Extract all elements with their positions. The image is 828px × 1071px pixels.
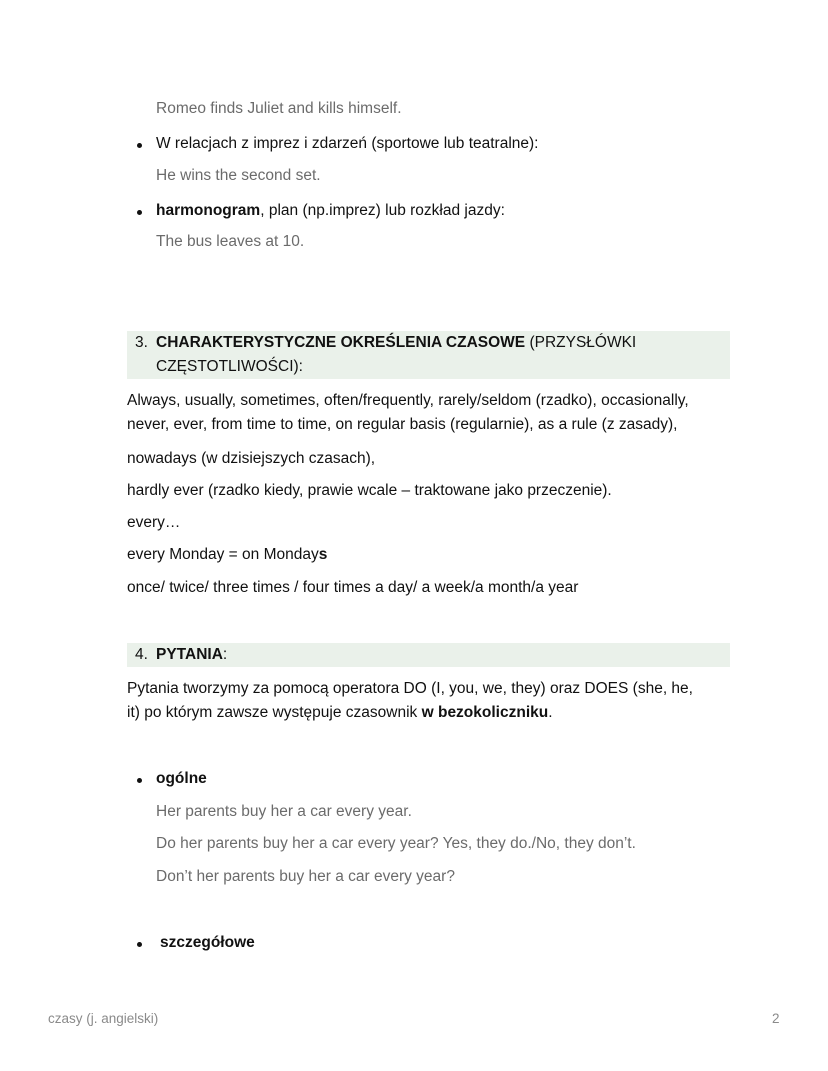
section-title-line2: CZĘSTOTLIWOŚCI): xyxy=(156,358,303,375)
section-number: 3. xyxy=(135,334,148,351)
paragraph-line: Always, usually, sometimes, often/frequently, rarely/seldom (rzadko), occasionally, xyxy=(127,392,689,409)
paragraph-line xyxy=(127,703,553,723)
paragraph-line: every… xyxy=(127,514,181,531)
example-sentence: Her parents buy her a car every year. xyxy=(156,803,412,820)
paragraph-line: nowadays (w dzisiejszych czasach), xyxy=(127,450,376,467)
example-sentence: Don’t her parents buy her a car every year? xyxy=(156,868,455,885)
bullet-icon xyxy=(137,143,142,148)
section-title xyxy=(156,643,227,667)
paragraph-line: never, ever, from time to time, on regular basis (regularnie), as a rule (z zasady), xyxy=(127,416,678,433)
example-sentence: Do her parents buy her a car every year? Yes, they do./No, they don’t. xyxy=(156,835,636,852)
paragraph-line: once/ twice/ three times / four times a day/ a week/a month/a year xyxy=(127,579,579,596)
paragraph-text: . xyxy=(548,704,553,721)
example-sentence: He wins the second set. xyxy=(156,167,321,184)
bullet-icon xyxy=(137,942,142,947)
section-number: 4. xyxy=(135,646,148,663)
keyword: w bezokoliczniku xyxy=(421,704,549,721)
section-title-rest: : xyxy=(222,646,228,663)
list-item-text: W relacjach z imprez i zdarzeń (sportowe lub teatralne): xyxy=(156,135,539,152)
section-title-line1 xyxy=(156,331,636,355)
page-number: 2 xyxy=(772,1011,780,1026)
example-sentence: Romeo finds Juliet and kills himself. xyxy=(156,100,402,117)
paragraph-text: it) po którym zawsze występuje czasownik xyxy=(127,704,422,721)
list-item-text: ogólne xyxy=(156,770,207,787)
list-item-rest: , plan (np.imprez) lub rozkład jazdy: xyxy=(260,202,505,219)
paragraph-line xyxy=(127,545,327,565)
keyword: harmonogram xyxy=(156,202,261,219)
plural-s: s xyxy=(318,546,328,563)
paragraph-line: Pytania tworzymy za pomocą operatora DO (I, you, we, they) oraz DOES (she, he, xyxy=(127,680,693,697)
section-title-bold: PYTANIA xyxy=(156,646,223,663)
section-heading xyxy=(127,643,730,667)
paragraph-line: hardly ever (rzadko kiedy, prawie wcale – traktowane jako przeczenie). xyxy=(127,482,612,499)
every-monday-text: every Monday = on Monday xyxy=(127,546,319,563)
list-item-text: szczegółowe xyxy=(160,934,255,951)
footer-title: czasy (j. angielski) xyxy=(48,1011,159,1026)
example-sentence: The bus leaves at 10. xyxy=(156,233,305,250)
section-heading xyxy=(127,331,730,379)
list-item-text xyxy=(156,201,505,221)
section-title-rest: (PRZYSŁÓWKI xyxy=(525,334,637,351)
bullet-icon xyxy=(137,210,142,215)
bullet-icon xyxy=(137,778,142,783)
section-title-bold: CHARAKTERYSTYCZNE OKREŚLENIA CZASOWE xyxy=(156,334,526,351)
